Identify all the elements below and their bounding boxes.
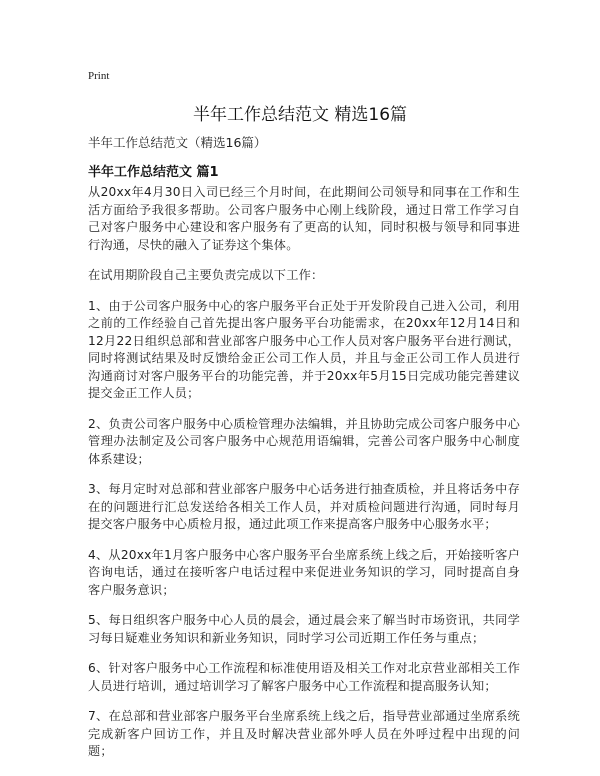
paragraph-item-2: 2、负责公司客户服务中心质检管理办法编辑，并且协助完成公司客户服务中心管理办法制定及公司客户服务中心规范用语编辑，完善公司客户服务中心制度体系建设；: [88, 416, 520, 466]
paragraph-tasks-heading: 在试用期阶段自己主要负责完成以下工作：: [88, 268, 324, 282]
section-heading: 半年工作总结范文 篇1: [88, 165, 219, 180]
paragraph-item-7: 7、在总部和营业部客户服务平台坐席系统上线之后，指导营业部通过坐席系统完成新客户回访工作，并且及时解决营业部外呼人员在外呼过程中出现的问题；: [88, 709, 520, 758]
paragraph-item-3: 3、每月定时对总部和营业部客户服务中心话务进行抽查质检，并且将话务中存在的问题进行汇总发送给各相关工作人员，并对质检问题进行沟通，同时每月提交客户服务中心质检月报，通过此项工作来提高客户服务中心服务水平；: [88, 482, 520, 531]
paragraph-item-6: 6、针对客户服务中心工作流程和标准使用语及相关工作对北京营业部相关工作人员进行培训，通过培训学习了解客户服务中心工作流程和提高服务认知；: [88, 661, 520, 693]
paragraph-intro: 从20xx年4月30日入司已经三个月时间，在此期间公司领导和同事在工作和生活方面给予我很多帮助。公司客户服务中心刚上线阶段，通过日常工作学习自己对客户服务中心建设和客户服务有了更高的认知，同时积极与领导和同事进行沟通，尽快的融入了证券这个集体。: [88, 185, 520, 252]
document-title: 半年工作总结范文 精选16篇: [192, 105, 408, 125]
paragraph-item-4: 4、从20xx年1月客户服务中心客户服务平台坐席系统上线之后，开始接听客户咨询电话，通过在接听客户电话过程中来促进业务知识的学习，同时提高自身客户服务意识；: [88, 547, 520, 597]
document-subtitle: 半年工作总结范文（精选16篇）: [88, 135, 267, 150]
paragraph-item-5: 5、每日组织客户服务中心人员的晨会，通过晨会来了解当时市场资讯，共同学习每日疑难业务知识和新业务知识，同时学习公司近期工作任务与重点；: [88, 613, 520, 645]
document-body: [88, 184, 520, 774]
paragraph-item-1: 1、由于公司客户服务中心的客户服务平台正处于开发阶段自己进入公司，利用之前的工作经验自己首先提出客户服务平台功能需求，在20xx年12月14日和12月22日组织总部和营业部客户服务中心工作人员对客户服务平台进行测试，同时将测试结果及时反馈给金正公司工作人员，并且与金正公司工作人员进行沟通商讨对客户服务平台的功能完善，并于20xx年5月15日完成功能完善建议提交金正工作人员；: [88, 298, 520, 400]
print-label[interactable]: Print: [88, 70, 110, 82]
